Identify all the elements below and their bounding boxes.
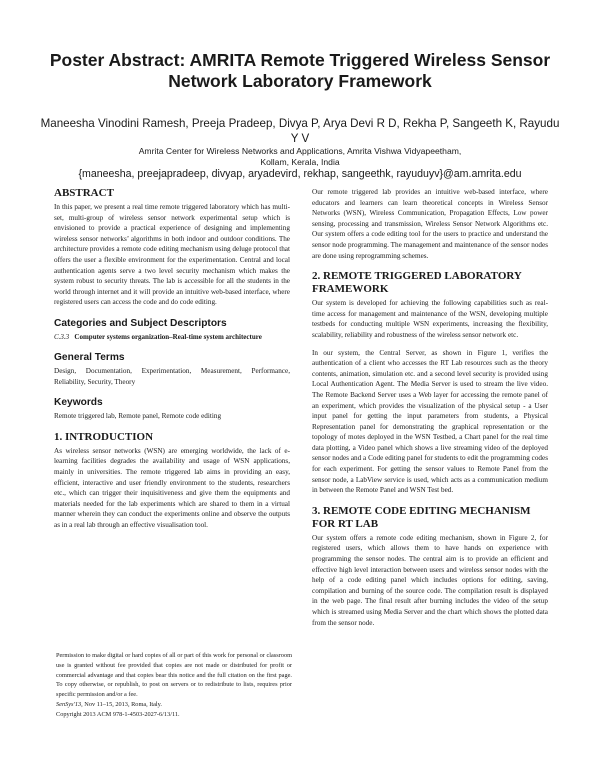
- conference-details: , Nov 11–15, 2013, Roma, Italy.: [81, 700, 163, 708]
- paper-title: Poster Abstract: AMRITA Remote Triggered Wireless Sensor Network Laboratory Framework: [49, 50, 551, 91]
- conference-line: [56, 700, 292, 710]
- affiliation: [40, 146, 560, 168]
- ccs-code: C.3.3: [54, 332, 70, 341]
- categories-heading: Categories and Subject Descriptors: [54, 317, 227, 329]
- intro-continued-text: Our remote triggered lab provides an intuitive web-based interface, where educators and learners can learn theoretical concepts in Wireless Sensor Networks (WSN), Wireless Communication, Propagation Effects, Low power sensing, processing and transmission, Wireless Sensor Network Algorithms etc. Our system offers a code editing tool for the users to practice and understand the sensor node programming. The management and maintenance of the sensor nodes are done using reprogramming schemes.: [312, 188, 548, 260]
- introduction-text: As wireless sensor networks (WSN) are emerging worldwide, the lack of e-learning facilities degrades the availability and usage of WSN applications, mainly in universities. The remote triggered lab aims in providing an easy, efficient, interactive and user friendly environment to the students, researchers etc., which can trigger their inquisitiveness and give them the equipments and materials needed for the lab experiments which are shared to them in a virtual manner wherein they can conduct the experiments online and observe the outputs as in a real lab through an effective visualisation tool.: [54, 446, 290, 529]
- affiliation-line-1: Amrita Center for Wireless Networks and Applications, Amrita Vishwa Vidyapeetham,: [138, 146, 462, 156]
- keywords-heading: Keywords: [54, 397, 103, 409]
- categories-descriptor: [54, 332, 290, 342]
- framework-paragraph-2: In our system, the Central Server, as shown in Figure 1, verifies the authentication of a client who accesses the RT Lab resources such as the theory contents, animation, simulation etc. and a second level security is provided using Local Authentication Agent. The Media Server is used to stream the live video. The Remote Backend Server uses a Web layer for accessing the remote panel of an experiment, which provides the visualization of the physical setup - a User input panel for getting the input parameters from students, a Physical Representation panel for demonstrating the graphical representation or the topology of motes deployed in the WSN Testbed, a Chart panel for the real time data plotting, a Video panel which shows a live streaming video of the deployed sensor nodes and a Code editing panel for students to edit the programming codes for each experiment. For getting the sensor values to Remote Panel from the sensor node, a LabView service is used, which acts as a communication medium in between the Remote Panel and WSN Test bed.: [312, 348, 548, 495]
- framework-heading: 2. REMOTE TRIGGERED LABORATORY FRAMEWORK: [312, 270, 522, 296]
- keywords-text: Remote triggered lab, Remote panel, Remote code editing: [54, 412, 222, 421]
- code-editing-text: Our system offers a remote code editing mechanism, shown in Figure 2, for registered users, which allows them to have hands on experience with programming the sensor nodes. The central aim is to provide an efficient and effective high level interaction between users and wireless sensor nodes with the help of a code editing panel which includes options for editing, saving, compilation and burning of the source code. The compilation result is displayed in the web page. The final result after burning includes the video of the setup which is streamed using Media Server and the chart which shows the plotted data from the sensor node.: [312, 533, 548, 627]
- affiliation-line-2: Kollam, Kerala, India: [260, 157, 340, 167]
- framework-paragraph-1: Our system is developed for achieving the following capabilities such as real-time access for management and maintenance of the WSN, developing multiple testbeds for conducting multiple WSN experiments, increasing the flexibility, scalability, reliability and robustness of the wireless sensor network etc.: [312, 299, 548, 339]
- left-column: [54, 187, 290, 530]
- permission-block: [56, 651, 292, 720]
- code-editing-heading: 3. REMOTE CODE EDITING MECHANISM FOR RT LAB: [312, 504, 531, 530]
- right-column: [312, 187, 548, 628]
- general-terms-heading: General Terms: [54, 351, 125, 363]
- copyright-line: Copyright 2013 ACM 978-1-4503-2027-6/13/11.: [56, 710, 180, 718]
- author-list: Maneesha Vinodini Ramesh, Preeja Pradeep, Divya P, Arya Devi R D, Rekha P, Sangeeth K, Rayudu Y V: [40, 117, 560, 145]
- conference-name: SenSys'13: [56, 700, 82, 708]
- ccs-text: Computer systems organization–Real-time system architecture: [74, 332, 262, 341]
- introduction-heading: 1. INTRODUCTION: [54, 430, 154, 443]
- permission-text: Permission to make digital or hard copies of all or part of this work for personal or classroom use is granted without fee provided that copies are not made or distributed for profit or commercial advantage and that copies bear this notice and the full citation on the first page. To copy otherwise, or republish, to post on servers or to redistribute to lists, requires prior specific permission and/or a fee.: [56, 652, 292, 699]
- author-emails: {maneesha, preejapradeep, divyap, aryadevird, rekhap, sangeethk, rayuduyv}@am.amrita.edu: [78, 168, 522, 180]
- abstract-heading: ABSTRACT: [54, 187, 114, 199]
- abstract-text: In this paper, we present a real time remote triggered laboratory which has multi-set, multi-group of wireless sensor network experimental setup which is envisioned to provide a practical experience of designing and implementing wireless sensor networks’ algorithms in both indoor and outdoor conditions. The architecture provides a remote code editing mechanism using deluge protocol that offers the user a flexible environment for the experimentation. Central and local authentication agents serve a two level security mechanism which makes the system robust to security threats. The lab is accessible for all the students in the world through internet and it will provide an intuitive web-based interface, where registered users can access the code and do code editing.: [54, 203, 290, 307]
- general-terms-text: Design, Documentation, Experimentation, Measurement, Performance, Reliability, Security, Theory: [54, 366, 290, 386]
